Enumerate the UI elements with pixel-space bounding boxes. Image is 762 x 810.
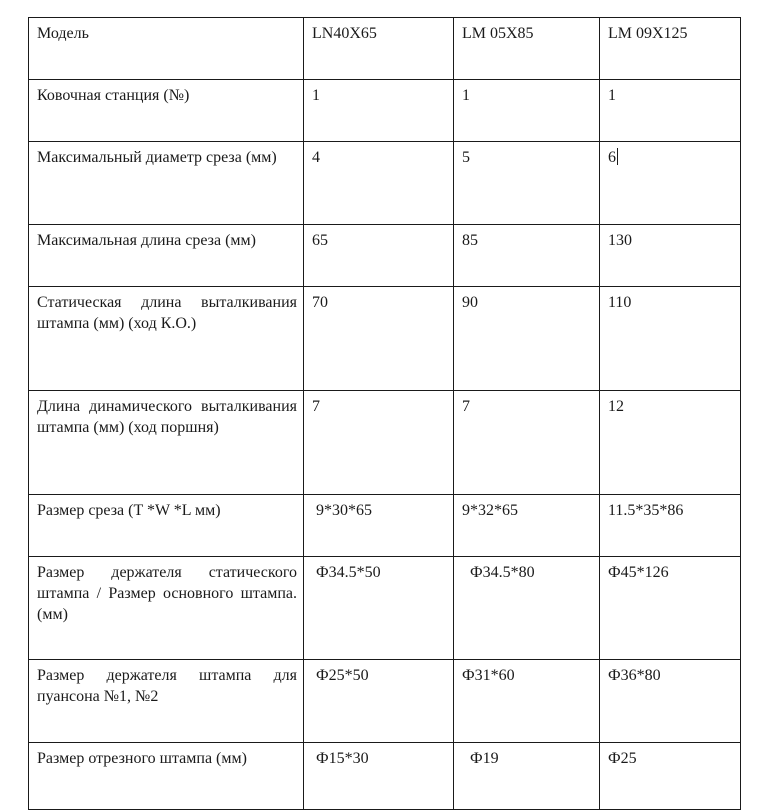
text-cursor [617,148,618,165]
header-model-cell: LN40X65 [304,18,454,80]
table-row [29,225,741,287]
table-row [29,391,741,495]
table-row [29,495,741,557]
row-value-cell: 85 [454,225,600,287]
row-value-cell: Ф19 [454,743,600,810]
row-label-cell: Ковочная станция (№) [29,80,304,142]
table-row [29,80,741,142]
row-label-cell: Размер держателя штампа для пуансона №1, №2 [29,660,304,743]
header-label-cell: Модель [29,18,304,80]
table-header-row [29,18,741,80]
row-label-cell: Размер держателя статического штампа / Размер основного штампа. (мм) [29,557,304,660]
row-value-cell: 11.5*35*86 [600,495,741,557]
table-row [29,142,741,225]
row-value-text: 6 [608,149,616,166]
row-value-cell: Ф25*50 [304,660,454,743]
row-value-cell: 1 [600,80,741,142]
row-value-cell: 110 [600,287,741,391]
row-value-cell: Ф31*60 [454,660,600,743]
header-model-cell: LM 09X125 [600,18,741,80]
row-label-cell: Размер отрезного штампа (мм) [29,743,304,810]
table-row [29,743,741,810]
row-value-cell: Ф45*126 [600,557,741,660]
row-value-cell: 1 [304,80,454,142]
row-value-cell: Ф34.5*50 [304,557,454,660]
row-value-cell: Ф25 [600,743,741,810]
row-value-cell: 7 [304,391,454,495]
row-value-cell: 5 [454,142,600,225]
table-row [29,557,741,660]
row-label-cell: Максимальная длина среза (мм) [29,225,304,287]
row-value-cell: 130 [600,225,741,287]
specifications-table [28,17,741,810]
table-row [29,287,741,391]
row-value-cell: 4 [304,142,454,225]
table-row [29,660,741,743]
row-value-cell: 90 [454,287,600,391]
row-value-cell: 7 [454,391,600,495]
row-value-cell: Ф34.5*80 [454,557,600,660]
row-label-cell: Статическая длина выталкивания штампа (мм) (ход К.О.) [29,287,304,391]
row-label-cell: Размер среза (T *W *L мм) [29,495,304,557]
row-value-cell: 65 [304,225,454,287]
row-value-cell-editing[interactable] [600,142,741,225]
row-value-cell: Ф36*80 [600,660,741,743]
row-label-cell: Длина динамического выталкивания штампа (мм) (ход поршня) [29,391,304,495]
row-value-cell: 12 [600,391,741,495]
row-value-cell: 1 [454,80,600,142]
row-label-cell: Максимальный диаметр среза (мм) [29,142,304,225]
row-value-cell: Ф15*30 [304,743,454,810]
row-value-cell: 9*30*65 [304,495,454,557]
header-model-cell: LM 05X85 [454,18,600,80]
row-value-cell: 9*32*65 [454,495,600,557]
row-value-cell: 70 [304,287,454,391]
